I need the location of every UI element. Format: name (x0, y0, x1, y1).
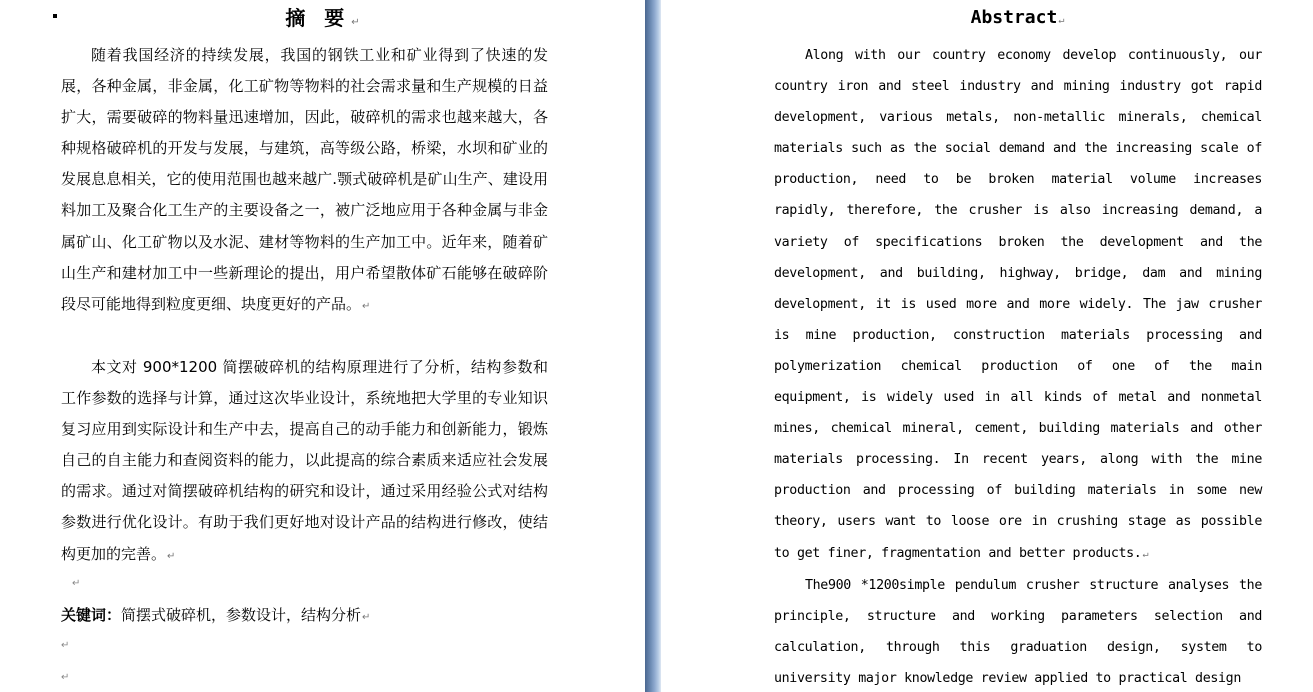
chinese-paragraph-1 (61, 40, 548, 322)
english-paragraph-2 (774, 570, 1262, 692)
english-title (661, 4, 1313, 35)
page-gap (645, 0, 661, 692)
english-paragraph-2-text: The900 *1200simple pendulum crusher structure analyses the principle, structure and working parameters selection and calculation, through this graduation design, system to university major knowledge review applied to practical design (774, 578, 1262, 687)
chinese-title-text: 摘 要 (285, 6, 351, 30)
chinese-title (0, 4, 645, 37)
paragraph-mark-icon: ↵ (167, 550, 176, 562)
paragraph-mark-icon: ↵ (1142, 548, 1149, 560)
english-paragraph-1-text: Along with our country economy develop continuously, our country iron and steel industry and mining industry got rapid development, various metals, non-metallic minerals, chemical materials such as the social demand and the increasing scale of production, need to be broken material volume increases rapidly, therefore, the crusher is also increasing demand, a variety of specifications broken the development and the development, and building, highway, bridge, dam and mining development, it is used more and more widely. The jaw crusher is mine production, construction materials processing and polymerization chemical production of one of the main equipment, is widely used in all kinds of metal and nonmetal mines, chemical mineral, cement, building materials and other materials processing. In recent years, along with the mine production and processing of building materials in some new theory, users want to loose ore in crushing stage as possible to get finer, fragmentation and better products. (774, 48, 1262, 561)
chinese-abstract-page (0, 0, 645, 692)
chinese-paragraph-2-text: 本文对 900*1200 简摆破碎机的结构原理进行了分析，结构参数和工作参数的选择与计算，通过这次毕业设计，系统地把大学里的专业知识复习应用到实际设计和生产中去，提高自己的动手能力和创新能力，锻炼自己的自主能力和查阅资料的能力，以此提高的综合素质来适应社会发展的需求。通过对简摆破碎机结构的研究和设计，通过采用经验公式对结构参数进行优化设计。有助于我们更好地对设计产品的结构进行修改，使结构更加的完善。 (61, 358, 548, 563)
chinese-paragraph-1-text: 随着我国经济的持续发展，我国的钢铁工业和矿业得到了快速的发展，各种金属，非金属，化工矿物等物料的社会需求量和生产规模的日益扩大，需要破碎的物料量迅速增加，因此，破碎机的需求也越来越大，各种规格破碎机的开发与发展，与建筑，高等级公路，桥梁，水坝和矿业的发展息息相关，它的使用范围也越来越广.颚式破碎机是矿山生产、建设用料加工及聚合化工生产的主要设备之一，被广泛地应用于各种金属与非金属矿山、化工矿物以及水泥、建材等物料的生产加工中。近年来，随着矿山生产和建材加工中一些新理论的提出，用户希望散体矿石能够在破碎阶段尽可能地得到粒度更细、块度更好的产品。 (61, 46, 548, 313)
paragraph-mark-icon: ↵ (351, 17, 360, 28)
chinese-paragraph-2 (61, 352, 548, 572)
paragraph-mark-icon: ↵ (72, 578, 81, 589)
keywords-line (61, 600, 370, 633)
paragraph-mark-icon: ↵ (1058, 15, 1065, 26)
paragraph-mark-icon: ↵ (362, 612, 371, 623)
english-abstract-page (661, 0, 1313, 692)
keywords-label: 关键词： (61, 606, 122, 624)
paragraph-mark-icon: ↵ (362, 300, 371, 312)
paragraph-mark-icon: ↵ (61, 640, 70, 651)
english-paragraph-1 (774, 40, 1262, 570)
english-title-text: Abstract (970, 7, 1058, 28)
keywords-value: 简摆式破碎机，参数设计，结构分析 (121, 606, 362, 624)
paragraph-mark-icon: ↵ (61, 672, 70, 683)
